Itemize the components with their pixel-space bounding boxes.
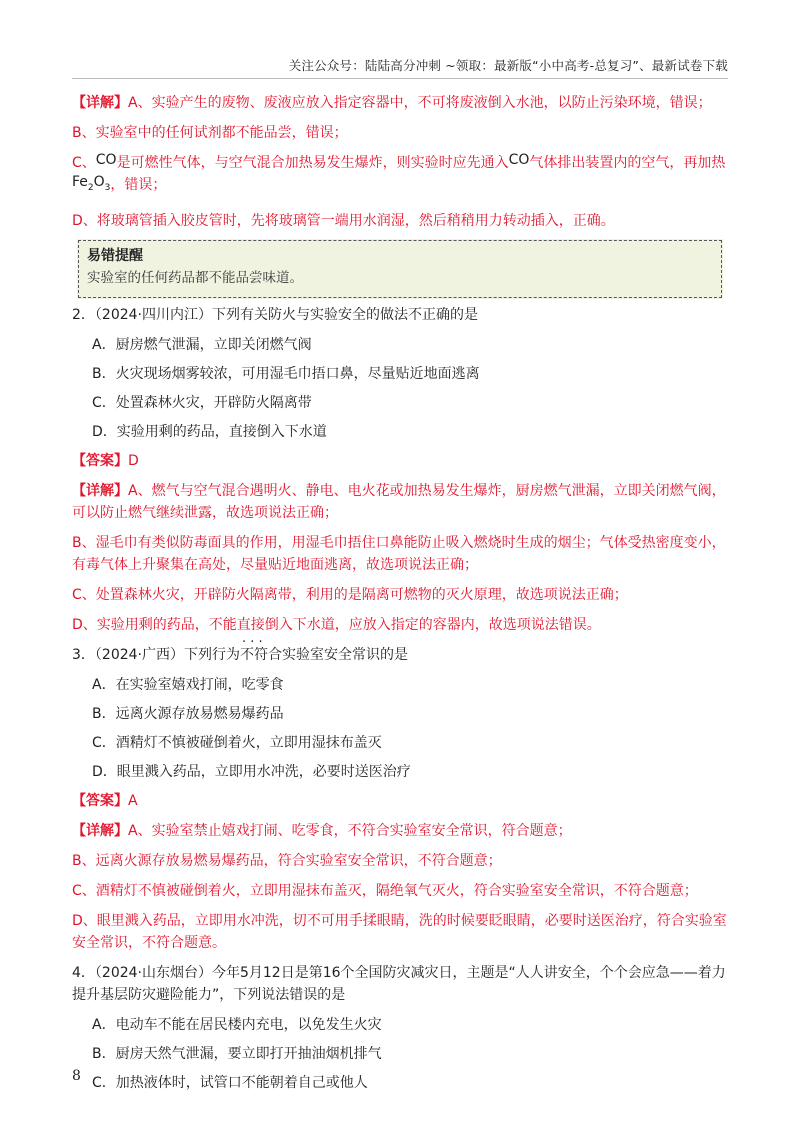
q2-option-d: D．实验用剩的药品，直接倒入下水道 xyxy=(92,423,327,440)
q3-detail-c: C、酒精灯不慎被碰倒着火，立即用湿抹布盖灭，隔绝氧气灭火，符合实验室安全常识，不符合题意； xyxy=(72,882,698,899)
detail-tag: 【详解】 xyxy=(72,482,128,499)
q3-option-a: A．在实验室嬉戏打闹，吃零食 xyxy=(92,676,284,693)
q2-detail-a xyxy=(72,480,732,524)
formula-subscript: 3 xyxy=(104,182,111,193)
detail-tag: 【详解】 xyxy=(72,95,128,111)
stem-text: 实验室安全常识的是 xyxy=(282,646,408,663)
q2-option-b: B．火灾现场烟雾较浓，可用湿毛巾捂口鼻，尽量贴近地面逃离 xyxy=(92,365,480,382)
stem-text: 3．（2024·广西）下列行为 xyxy=(72,646,240,663)
q3-option-b: B．远离火源存放易燃易爆药品 xyxy=(92,705,284,722)
q1-detail-d: D、将玻璃管插入胶皮管时，先将玻璃管一端用水润湿，然后稍稍用力转动插入，正确。 xyxy=(72,212,615,229)
q2-option-c: C．处置森林火灾，开辟防火隔离带 xyxy=(92,394,312,411)
detail-text: A、燃气与空气混合遇明火、静电、电火花或加热易发生爆炸，厨房燃气泄漏，立即关闭燃气阀，可以防止燃气继续泄露，故选项说法正确； xyxy=(72,482,726,521)
q4-option-a: A．电动车不能在居民楼内充电，以免发生火灾 xyxy=(92,1016,382,1033)
q4-option-c: C．加热液体时，试管口不能朝着自己或他人 xyxy=(92,1074,368,1091)
formula-part: O xyxy=(93,174,105,190)
page-number: 8 xyxy=(72,1068,81,1084)
header-rule xyxy=(72,78,728,79)
q3-answer xyxy=(72,790,732,812)
q2-detail-c: C、处置森林火灾，开辟防火隔离带，利用的是隔离可燃物的灭火原理，故选项说法正确； xyxy=(72,586,628,603)
detail-text: ，错误； xyxy=(110,177,167,193)
detail-tag: 【详解】 xyxy=(72,822,128,839)
page-content xyxy=(72,92,732,1101)
q2-answer xyxy=(72,450,732,472)
formula-subscript: 2 xyxy=(87,182,94,193)
q3-stem xyxy=(72,644,732,666)
q2-detail-b: B、湿毛巾有类似防毒面具的作用，用湿毛巾捂住口鼻能防止吸入燃烧时生成的烟尘；气体受热密度变小，有毒气体上升聚集在高处，尽量贴近地面逃离，故选项说法正确； xyxy=(72,534,726,573)
formula-part: Fe xyxy=(72,174,88,190)
q3-detail-d: D、眼里溅入药品，立即用水冲洗，切不可用手揉眼睛，洗的时候要眨眼睛，必要时送医治疗，符合实验室安全常识，不符合题意。 xyxy=(72,912,727,951)
answer-value: D xyxy=(128,452,139,469)
answer-tag: 【答案】 xyxy=(72,792,128,809)
formula-co: CO xyxy=(508,152,530,168)
q2-option-a: A．厨房燃气泄漏，立即关闭燃气阀 xyxy=(92,336,312,353)
answer-tag: 【答案】 xyxy=(72,452,128,469)
q3-option-c: C．酒精灯不慎被碰倒着火，立即用湿抹布盖灭 xyxy=(92,734,382,751)
detail-text: 是可燃性气体，与空气混合加热易发生爆炸，则实验时应先通入 xyxy=(116,155,509,171)
detail-text: A、实验室禁止嬉戏打闹、吃零食，不符合实验室安全常识，符合题意； xyxy=(128,822,572,839)
q4-stem: 4．（2024·山东烟台）今年5月12日是第16个全国防灾减灾日，主题是“人人讲安全，个个会应急——着力提升基层防灾避险能力”，下列说法错误的是 xyxy=(72,964,726,1003)
page-header: 关注公众号：陆陆高分冲刺 ~领取：最新版“小中高考-总复习”、最新试卷下载 xyxy=(288,58,728,73)
tip-box-text: 实验室的任何药品都不能品尝味道。 xyxy=(87,269,303,286)
formula-fe2o3 xyxy=(72,174,111,193)
formula-co: CO xyxy=(95,152,117,168)
q4-option-b: B．厨房天然气泄漏，要立即打开抽油烟机排气 xyxy=(92,1045,382,1062)
tip-box xyxy=(78,240,722,298)
tip-box-title: 易错提醒 xyxy=(87,247,143,264)
detail-text: A、实验产生的废物、废液应放入指定容器中，不可将废液倒入水池，以防止污染环境，错误； xyxy=(128,95,712,111)
q3-detail-b: B、远离火源存放易燃易爆药品，符合实验室安全常识，不符合题意； xyxy=(72,852,502,869)
detail-text: 气体排出装置内的空气，再加热 xyxy=(529,155,726,171)
answer-value: A xyxy=(128,792,138,809)
q1-detail-a xyxy=(72,92,732,114)
q2-detail-d: D、实验用剩的药品，不能直接倒入下水道，应放入指定的容器内，故选项说法错误。 xyxy=(72,616,601,633)
q2-stem: 2．（2024·四川内江）下列有关防火与实验安全的做法不正确的是 xyxy=(72,306,478,323)
emphasis-text: · · · 不符合 xyxy=(240,644,282,666)
q1-detail-c xyxy=(72,152,732,202)
q3-option-d: D．眼里溅入药品，立即用水冲洗，必要时送医治疗 xyxy=(92,763,411,780)
q3-detail-a xyxy=(72,820,732,842)
detail-text: C、 xyxy=(72,155,96,171)
q1-detail-b: B、实验室中的任何试剂都不能品尝，错误； xyxy=(72,125,348,141)
